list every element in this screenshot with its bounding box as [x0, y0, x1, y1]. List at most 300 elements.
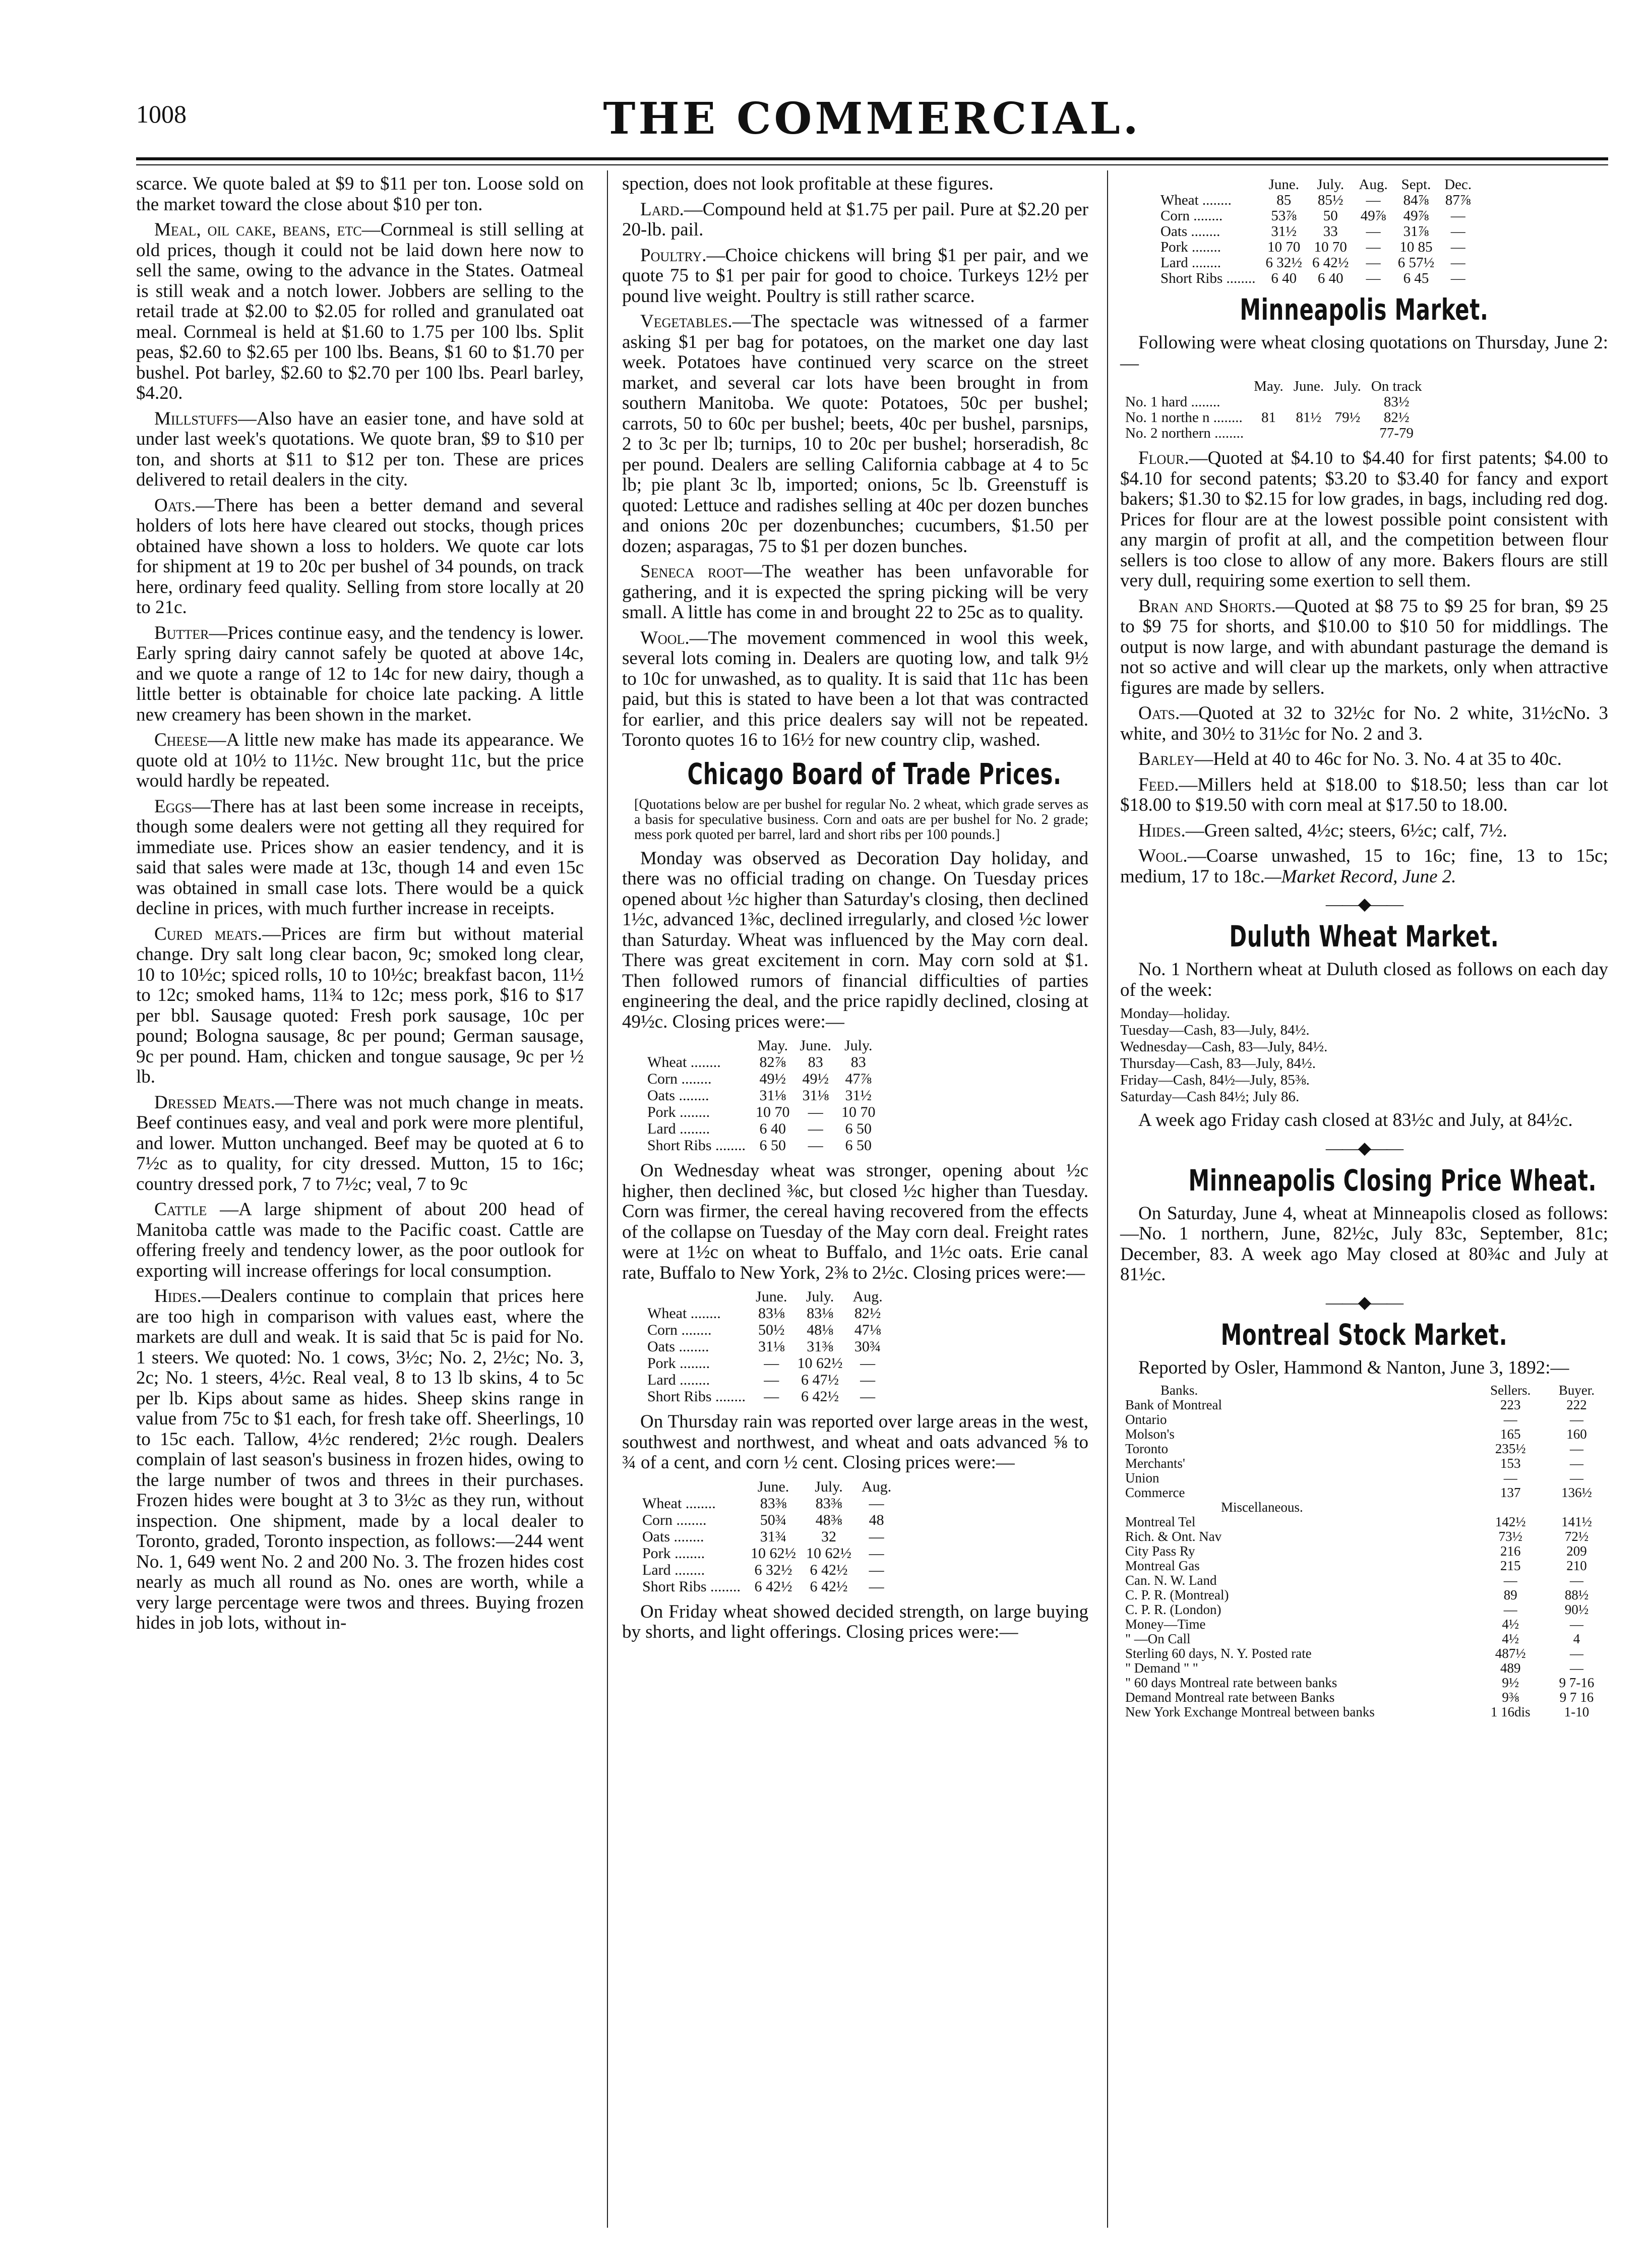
minneapolis-paragraph: [1120, 846, 1608, 887]
table-cell: 31⅛: [802, 1087, 829, 1104]
table-cell: 83: [850, 1054, 866, 1070]
stock-price: 136½: [1561, 1485, 1592, 1500]
row-label: No. 2 northern ........: [1125, 425, 1244, 441]
table-cell: 33: [1323, 223, 1338, 240]
stock-row: [1120, 1515, 1608, 1529]
stock-row: [1120, 1485, 1608, 1500]
market-paragraph: [622, 174, 1088, 195]
table-header-cell: July.: [815, 1478, 843, 1495]
table-cell: —: [808, 1137, 823, 1154]
row-label: Lard ........: [1160, 255, 1221, 271]
table-header-cell: June.: [756, 1288, 787, 1305]
table-header-cell: Aug.: [862, 1478, 892, 1495]
table-cell: 50½: [758, 1322, 785, 1338]
table-cell: 85: [1276, 192, 1292, 208]
paragraph-text: Quoted at $4.10 to $4.40 for first patents; $4.00 to $4.10 for second patents; $3.20 to $3.40 for fancy and export bakers; $1.30 to $2.15 for low grades, in bags, including red dog. Prices for flour are at the lowest possible point consistent with any margin of profit at all, and the competition between flour sellers is too close to allow of any more. Bakers flours are still very dull, requiring some exertion to sell them.: [1120, 448, 1608, 591]
duluth-days: [1120, 1005, 1608, 1105]
table-row: [642, 1305, 888, 1322]
row-label: Lard ........: [647, 1372, 710, 1388]
duluth-day: Saturday—Cash 84½; July 86.: [1120, 1089, 1300, 1105]
stock-row: [1120, 1544, 1608, 1559]
stock-row: [1120, 1471, 1608, 1485]
table-row: [642, 1104, 881, 1120]
stock-name: Bank of Montreal: [1125, 1397, 1222, 1412]
market-notes-continued: [622, 174, 1088, 751]
stock-row: [1120, 1412, 1608, 1427]
stock-price: —: [1569, 1470, 1583, 1485]
market-paragraph: [136, 409, 584, 491]
minneapolis-paragraph: [1120, 775, 1608, 816]
table-cell: 31⅜: [807, 1338, 833, 1355]
row-label: Corn ........: [647, 1070, 712, 1087]
montreal-table: [1120, 1383, 1608, 1719]
stock-price: 90½: [1564, 1602, 1589, 1617]
duluth-intro: No. 1 Northern wheat at Duluth closed as follows on each day of the week:: [1120, 959, 1608, 1000]
table-header-cell: June.: [800, 1037, 832, 1054]
table-cell: —: [764, 1372, 779, 1388]
row-label: Pork ........: [642, 1544, 705, 1562]
paragraph-lead: Hides.—: [1138, 820, 1204, 841]
paragraph-lead: Millstuffs—: [154, 408, 257, 429]
table-header-cell: [642, 1288, 751, 1305]
stock-name: Montreal Gas: [1125, 1558, 1200, 1573]
table-cell: 6 40: [1271, 270, 1297, 286]
table-cell: —: [1450, 255, 1465, 271]
stock-price: 141½: [1561, 1514, 1592, 1529]
table-cell: 10 70: [756, 1104, 790, 1120]
table-cell: 31½: [1271, 223, 1297, 240]
table-cell: —: [764, 1388, 779, 1405]
chicago-table-tuesday: [642, 1037, 881, 1154]
row-label: Short Ribs ........: [647, 1388, 746, 1405]
table-row: [1155, 208, 1477, 224]
table-row: [1155, 255, 1477, 271]
table-row: [1120, 426, 1427, 441]
stock-name: Can. N. W. Land: [1125, 1573, 1217, 1588]
table-row: [1120, 394, 1427, 410]
row-label: Oats ........: [642, 1528, 704, 1545]
section-ornament: ——◆——: [1325, 1293, 1403, 1312]
row-label: Short Ribs ........: [642, 1578, 741, 1595]
table-header-cell: Buyer.: [1558, 1383, 1595, 1398]
stock-row: [1120, 1427, 1608, 1442]
column-divider: [607, 170, 608, 2228]
stock-price: 142½: [1495, 1514, 1526, 1529]
table-cell: 31⅛: [758, 1338, 785, 1355]
stock-price: 165: [1500, 1426, 1521, 1442]
table-cell: 83⅜: [760, 1495, 787, 1512]
table-cell: 81½: [1296, 409, 1322, 426]
table-cell: 77-79: [1379, 425, 1414, 441]
minneapolis-paragraphs: [1120, 448, 1608, 887]
paragraph-lead: Poultry.—: [640, 245, 725, 266]
table-cell: 85½: [1317, 192, 1343, 208]
table-header-cell: [1120, 379, 1249, 394]
table-row: [637, 1578, 896, 1595]
stock-price: —: [1503, 1602, 1517, 1617]
table-cell: 82½: [854, 1305, 881, 1322]
mpls-closing-heading: Minneapolis Closing Price Wheat.: [1188, 1163, 1597, 1198]
table-header-cell: Aug.: [852, 1288, 883, 1305]
table-cell: 31¾: [760, 1528, 787, 1545]
market-paragraph: [136, 924, 584, 1088]
row-label: Pork ........: [1160, 239, 1221, 255]
paragraph-text: Dealers continue to complain that prices here are too high in comparison with values east, where the markets are dull and weak. It is said that 5c is paid for No. 1 steers. We quoted: No. 1 cows, 3½c; No. 2, 2½c; No. 3, 2c; No. 1 steers, 4½c. Real veal, 8 to 13 lb skins, 4 to 5c per lb. Kips about same as hides. Sheep skins range in value from 75c to $1 each, for fresh take off. Sheerlings, 10 to 15c each. Tallow, 4½c rendered; 2½c rough. Dealers complain of last season's business in frozen hides, owing to the large number of twos and threes in their purchases. Frozen hides were bought at 3 to 3½c as they run, without inspection. One shipment, made by a local dealer to Toronto, graded, Toronto inspection, as follows:—244 went No. 1, 649 went No. 2 and 200 No. 3. The frozen hides cost nearly as much all round as No. ones are worth, while a very large percentage were twos and threes. Buying frozen hides in job lots, without in-: [136, 1286, 584, 1633]
chicago-friday-paragraph: On Friday wheat showed decided strength, on large buying by shorts, and light offerings. Closing prices were:—: [622, 1601, 1088, 1642]
table-row: [642, 1087, 881, 1104]
paragraph-lead: Cattle —: [154, 1199, 239, 1220]
paragraph-text: scarce. We quote baled at $9 to $11 per ton. Loose sold on the market toward the close about $10 per ton.: [136, 173, 584, 215]
table-header-cell: May.: [1254, 378, 1283, 394]
row-label: Oats ........: [647, 1338, 709, 1355]
duluth-heading: Duluth Wheat Market.: [1229, 919, 1499, 954]
paragraph-source: —Market Record, June 2.: [1264, 866, 1456, 887]
paragraph-text: Quoted at 32 to 32½c for No. 2 white, 31½cNo. 3 white, and 30½ to 31½c for No. 2 and 3.: [1120, 703, 1608, 744]
table-cell: 6 50: [845, 1137, 872, 1154]
stock-price: 223: [1500, 1397, 1521, 1412]
chicago-table-friday: [1155, 177, 1477, 286]
row-label: Wheat ........: [647, 1305, 721, 1322]
table-cell: —: [860, 1372, 876, 1388]
paragraph-text: There was not much change in meats. Beef continues easy, and veal and pork were more plentiful, and lower. Mutton unchanged. Beef may be quoted at 6 to 7½c as to quality, for city dressed. Mutton, 15 to 16c; country dressed pork, 7 to 7½c; veal, 7 to 9c: [136, 1092, 584, 1195]
stock-price: 487½: [1495, 1646, 1526, 1661]
stock-name: C. P. R. (Montreal): [1125, 1587, 1229, 1602]
table-row: [1120, 410, 1427, 426]
stock-name: Ontario: [1125, 1412, 1167, 1427]
table-row: [1155, 271, 1477, 286]
row-label: Lard ........: [642, 1561, 705, 1578]
table-cell: [1329, 394, 1366, 410]
stock-row: [1120, 1632, 1608, 1646]
market-paragraph: [136, 1200, 584, 1281]
stock-name: C. P. R. (London): [1125, 1602, 1221, 1617]
stock-name: New York Exchange Montreal between banks: [1125, 1704, 1375, 1719]
stock-name: Merchants': [1125, 1456, 1185, 1471]
duluth-day: Monday—holiday.: [1120, 1005, 1231, 1022]
table-cell: [1289, 426, 1329, 441]
table-cell: 6 32½: [754, 1561, 792, 1578]
paragraph-lead: Eggs—: [154, 796, 211, 817]
table-cell: 6 40: [1317, 270, 1343, 286]
table-row: [1155, 240, 1477, 255]
table-cell: 48: [869, 1511, 884, 1528]
table-cell: 10 62½: [751, 1544, 797, 1562]
paragraph-lead: Butter—: [154, 622, 228, 643]
duluth-day: Wednesday—Cash, 83—July, 84½.: [1120, 1039, 1328, 1055]
stock-price: 215: [1500, 1558, 1521, 1573]
table-header-cell: July.: [844, 1037, 873, 1054]
stock-price: —: [1569, 1441, 1583, 1456]
table-cell: 49½: [759, 1070, 786, 1087]
table-cell: —: [1450, 239, 1465, 255]
table-header-cell: July.: [806, 1288, 834, 1305]
row-label: Corn ........: [647, 1322, 712, 1338]
table-header-cell: June.: [757, 1478, 789, 1495]
market-paragraph: [622, 628, 1088, 751]
table-cell: —: [869, 1528, 884, 1545]
table-cell: 10 85: [1399, 239, 1433, 255]
stock-price: 210: [1566, 1558, 1587, 1573]
paragraph-lead: Feed.—: [1138, 774, 1198, 795]
table-row: [642, 1355, 888, 1372]
stock-price: 9 7-16: [1559, 1675, 1595, 1690]
table-header-row: [1120, 1383, 1608, 1398]
minneapolis-paragraph: [1120, 703, 1608, 744]
table-cell: 31⅞: [1403, 223, 1429, 240]
stock-row: [1120, 1398, 1608, 1412]
table-cell: 6 42½: [810, 1561, 848, 1578]
table-cell: 10 70: [1314, 239, 1347, 255]
table-cell: —: [1366, 255, 1381, 271]
market-paragraph: [136, 220, 584, 404]
table-header-cell: [1155, 177, 1261, 193]
table-row: [637, 1495, 896, 1512]
paragraph-lead: Wool.—: [1138, 846, 1206, 866]
table-cell: 82⅞: [759, 1054, 786, 1070]
paragraph-lead: Cheese—: [154, 730, 226, 750]
paragraph-text: Millers held at $18.00 to $18.50; less than car lot $18.00 to $19.50 with corn meal at $17.50 to 18.00.: [1120, 774, 1608, 815]
table-cell: 47⅛: [854, 1322, 881, 1338]
stock-price: —: [1569, 1646, 1583, 1661]
table-cell: 50: [1323, 208, 1338, 224]
minneapolis-intro: Following were wheat closing quotations on Thursday, June 2:—: [1120, 332, 1608, 374]
row-label: Pork ........: [647, 1104, 710, 1120]
paragraph-lead: Oats.—: [154, 495, 215, 516]
table-row: [1155, 193, 1477, 208]
table-cell: 84⅞: [1403, 192, 1429, 208]
row-label: Oats ........: [647, 1087, 709, 1104]
table-header-cell: Sept.: [1401, 176, 1431, 193]
table-cell: 83⅛: [807, 1305, 833, 1322]
market-paragraph: [136, 174, 584, 215]
table-header-cell: Sellers.: [1490, 1383, 1531, 1398]
table-cell: 53⅞: [1271, 208, 1297, 224]
paragraph-text: The weather has been unfavorable for gathering, and it is expected the spring picking will be very small. A little has come in and brought 22 to 25c as to quality.: [622, 561, 1088, 623]
row-label: No. 1 hard ........: [1125, 394, 1220, 410]
stock-price: 1-10: [1564, 1704, 1589, 1719]
row-label: Pork ........: [647, 1355, 710, 1372]
table-cell: [1249, 426, 1289, 441]
row-label: Wheat ........: [642, 1495, 716, 1512]
column-2: [622, 174, 1088, 1648]
section-ornament: ——◆——: [1325, 895, 1403, 914]
table-cell: 6 42½: [810, 1578, 848, 1595]
stock-name: City Pass Ry: [1125, 1543, 1195, 1559]
paragraph-lead: Bran and Shorts.—: [1138, 595, 1295, 617]
column-divider: [1107, 170, 1108, 2228]
table-row: [642, 1388, 888, 1405]
table-cell: 49⅞: [1403, 208, 1429, 224]
table-header-row: [637, 1478, 896, 1495]
paragraph-text: There has been a better demand and several holders of lots here have cleared out stocks, though prices obtained have shown a loss to holders. We quote car lots for shipment at 19 to 20c per bushel of 34 pounds, on track here, ordinary feed quality. Selling from store locally at 20 to 21c.: [136, 495, 584, 618]
table-row: [642, 1054, 881, 1070]
table-cell: 31⅛: [759, 1087, 786, 1104]
stock-price: 160: [1566, 1426, 1587, 1442]
table-cell: [1289, 394, 1329, 410]
section-ornament: ——◆——: [1325, 1139, 1403, 1158]
table-cell: 48⅛: [807, 1322, 833, 1338]
row-label: Wheat ........: [647, 1054, 721, 1070]
paragraph-lead: Wool.—: [640, 627, 708, 648]
paragraph-lead: Lard.—: [640, 199, 703, 220]
stock-price: —: [1569, 1573, 1583, 1588]
paragraph-text: Quoted at $8 75 to $9 25 for bran, $9 25 to $9 75 for shorts, and $10.00 to $10 50 for middlings. The output is now large, and with abundant pasturage the demand is not so active and will clear up the markets, only when attractive figures are made by sellers.: [1120, 595, 1609, 698]
stock-price: 4: [1573, 1631, 1580, 1646]
table-cell: —: [869, 1544, 884, 1562]
market-paragraph: [136, 730, 584, 792]
table-header-cell: July.: [1317, 176, 1344, 193]
stock-row: [1120, 1588, 1608, 1602]
chicago-table-wednesday: [642, 1288, 888, 1405]
stock-price: 9 7 16: [1559, 1690, 1594, 1705]
stock-price: —: [1569, 1617, 1583, 1632]
stock-price: 4½: [1502, 1617, 1519, 1632]
stock-row: [1120, 1559, 1608, 1573]
chicago-heading: Chicago Board of Trade Prices.: [687, 756, 1062, 791]
stock-name: Union: [1125, 1470, 1159, 1485]
table-header-cell: [642, 1037, 751, 1054]
minneapolis-table: [1120, 379, 1427, 441]
paragraph-lead: Hides.—: [154, 1286, 220, 1306]
stock-row: [1120, 1602, 1608, 1617]
table-header-cell: Banks.: [1160, 1383, 1198, 1398]
table-cell: —: [1450, 270, 1465, 286]
table-cell: —: [1366, 270, 1381, 286]
table-header-cell: June.: [1268, 176, 1299, 193]
table-cell: [1329, 426, 1366, 441]
table-cell: 47⅞: [845, 1070, 872, 1087]
stock-row: [1120, 1646, 1608, 1661]
row-label: Wheat ........: [1160, 192, 1232, 208]
mpls-closing-text: On Saturday, June 4, wheat at Minneapolis closed as follows:—No. 1 northern, June, 82½c, July 83c, September, 81c; December, 83. A week ago May closed at 80¾c and July at 81½c.: [1120, 1203, 1608, 1285]
table-cell: 6 32½: [1265, 255, 1303, 271]
table-cell: —: [860, 1388, 876, 1405]
stock-price: —: [1569, 1660, 1583, 1676]
stock-name: " —On Call: [1125, 1631, 1191, 1646]
table-cell: 6 50: [759, 1137, 786, 1154]
table-cell: 6 40: [759, 1120, 786, 1137]
stock-price: —: [1503, 1470, 1517, 1485]
table-cell: 6 50: [845, 1120, 872, 1137]
stock-name: Rich. & Ont. Nav: [1125, 1529, 1222, 1544]
chicago-table-thursday: [637, 1478, 896, 1595]
stock-price: —: [1503, 1412, 1517, 1427]
table-row: [637, 1528, 896, 1545]
duluth-day: Friday—Cash, 84½—July, 85⅜.: [1120, 1072, 1310, 1088]
duluth-day: Thursday—Cash, 83—July, 84½.: [1120, 1055, 1316, 1071]
stock-price: 4½: [1502, 1631, 1519, 1646]
table-cell: 6 42½: [801, 1388, 839, 1405]
paragraph-lead: Cured meats.—: [154, 923, 281, 944]
table-cell: 6 42½: [1312, 255, 1349, 271]
table-row: [642, 1137, 881, 1154]
stock-name: Molson's: [1125, 1426, 1175, 1442]
stock-row: [1120, 1529, 1608, 1544]
table-cell: —: [1366, 223, 1381, 240]
chicago-monday-paragraph: Monday was observed as Decoration Day holiday, and there was no official trading on change. On Tuesday prices opened about ½c higher than Saturday's closing, then declined 1½c, advanced 1⅜c, declined irregularly, and closed ½c lower than Saturday. Wheat was influenced by the May corn deal. There was great excitement in corn. May corn sold at $1. Then followed rumors of financial difficulties of parties engineering the deal, and the price rapidly declined, closing at 49½c. Closing prices were:—: [622, 848, 1088, 1032]
row-label: Corn ........: [1160, 208, 1223, 224]
table-cell: 10 70: [841, 1104, 876, 1120]
stock-row: [1120, 1617, 1608, 1632]
table-cell: 87⅞: [1445, 192, 1471, 208]
stock-price: 9½: [1502, 1675, 1519, 1690]
minneapolis-paragraph: [1120, 448, 1608, 591]
masthead-title: THE COMMERCIAL.: [603, 93, 1141, 144]
table-cell: 32: [821, 1528, 837, 1545]
table-row: [637, 1545, 896, 1562]
stock-name: " Demand " ": [1125, 1660, 1198, 1676]
table-cell: 10 62½: [797, 1355, 843, 1372]
table-row: [637, 1512, 896, 1528]
table-header-row: [1120, 379, 1427, 394]
stock-name: Montreal Tel: [1125, 1514, 1196, 1529]
table-row: [642, 1070, 881, 1087]
table-cell: 83½: [1383, 394, 1410, 410]
table-cell: 10 70: [1267, 239, 1301, 255]
table-row: [642, 1322, 888, 1338]
market-paragraph: [622, 312, 1088, 557]
paragraph-lead: Oats.—: [1138, 703, 1199, 724]
table-cell: —: [1450, 208, 1465, 224]
duluth-outro: A week ago Friday cash closed at 83½c and July, at 84½c.: [1138, 1110, 1573, 1130]
header-rule-thin: [136, 164, 1608, 165]
table-header-row: [642, 1037, 881, 1054]
table-cell: 48⅜: [815, 1511, 842, 1528]
stock-price: 9⅜: [1502, 1690, 1519, 1705]
stock-price: 88½: [1564, 1587, 1589, 1602]
stock-name: Miscellaneous.: [1221, 1500, 1303, 1515]
montreal-heading: Montreal Stock Market.: [1220, 1317, 1508, 1352]
paragraph-text: Also have an easier tone, and have sold at under last week's quotations. We quote bran, $9 to $10 per ton, and shorts at $11 to $12 per ton. These are prices delivered to retail dealers in the city.: [136, 408, 584, 490]
stock-name: Sterling 60 days, N. Y. Posted rate: [1125, 1646, 1312, 1661]
stock-row: [1120, 1676, 1608, 1690]
table-cell: 81: [1261, 409, 1276, 426]
table-cell: —: [869, 1578, 884, 1595]
paragraph-text: Prices continue easy, and the tendency is lower. Early spring dairy cannot safely be quoted at above 14c, and we quote a range of 12 to 14c for new dairy, though a little better is obtainable for choice late packing. A little new creamery has been shown in the market.: [136, 622, 584, 725]
table-header-cell: Aug.: [1359, 176, 1388, 193]
table-row: [642, 1338, 888, 1355]
table-cell: 10 62½: [806, 1544, 852, 1562]
paragraph-text: A little new make has made its appearance. We quote old at 10½ to 11½c. New brought 11c, but the price would hardly be repeated.: [136, 730, 584, 791]
table-cell: —: [764, 1355, 779, 1372]
stock-price: [1476, 1500, 1545, 1515]
table-cell: —: [808, 1120, 823, 1137]
table-cell: 30¾: [854, 1338, 881, 1355]
table-cell: 79½: [1334, 409, 1361, 426]
stock-name: " 60 days Montreal rate between banks: [1125, 1675, 1337, 1690]
paragraph-lead: Vegetables.—: [640, 311, 751, 332]
row-label: Oats ........: [1160, 223, 1220, 240]
stock-name: Money—Time: [1125, 1617, 1206, 1632]
minneapolis-paragraph: [1120, 749, 1608, 770]
row-label: Short Ribs ........: [1160, 270, 1256, 286]
stock-row: [1120, 1456, 1608, 1471]
market-paragraph: [622, 200, 1088, 241]
market-paragraph: [136, 1093, 584, 1195]
paragraph-lead: Dressed Meats.—: [154, 1092, 294, 1113]
chicago-wednesday-paragraph: On Wednesday wheat was stronger, opening about ½c higher, then declined ⅜c, but closed ½c higher than Tuesday. Corn was firmer, the cereal having recovered from the effects of the collapse on Tuesday of the May corn deal. Freight rates were at 1½c on wheat to Buffalo, and 1½c oats. Erie canal rate, Buffalo to New York, 2⅜ to 2½c. Closing prices were:—: [622, 1160, 1088, 1283]
table-row: [637, 1562, 896, 1578]
stock-price: 73½: [1498, 1529, 1522, 1544]
paragraph-text: Prices are firm but without material change. Dry salt long clear bacon, 9c; smoked long clear, 10 to 10½c; spiced rolls, 10 to 10½c; breakfast bacon, 11½ to 12c; smoked hams, 11¾ to 12c; mess pork, $16 to $17 per bbl. Sausage quoted: Fresh pork sausage, 10c per pound; Bologna sausage, 8c per pound; German sausage, 9c per pound. Ham, chicken and tongue sausage, 9c per ½ lb.: [136, 923, 584, 1087]
paragraph-text: Cornmeal is still selling at old prices, though it could not be laid down here now to sell the same, owing to the advance in the States. Oatmeal is still weak and a notch lower. Jobbers are selling to the retail trade at $2.00 to $2.05 for rolled and granulated oat meal. Cornmeal is held at $1.60 to 1.75 per 100 lbs. Split peas, $2.60 to $2.65 per 100 lbs. Beans, $1 60 to $1.70 per bushel. Pot barley, $2.60 to $2.70 per 100 lbs. Pearl barley, $4.20.: [136, 219, 584, 403]
stock-price: 72½: [1564, 1529, 1589, 1544]
stock-price: 216: [1500, 1543, 1521, 1559]
table-header-cell: June.: [1293, 378, 1324, 394]
table-cell: —: [1366, 239, 1381, 255]
row-label: No. 1 northe n ........: [1125, 409, 1243, 426]
table-header-cell: [637, 1478, 746, 1495]
